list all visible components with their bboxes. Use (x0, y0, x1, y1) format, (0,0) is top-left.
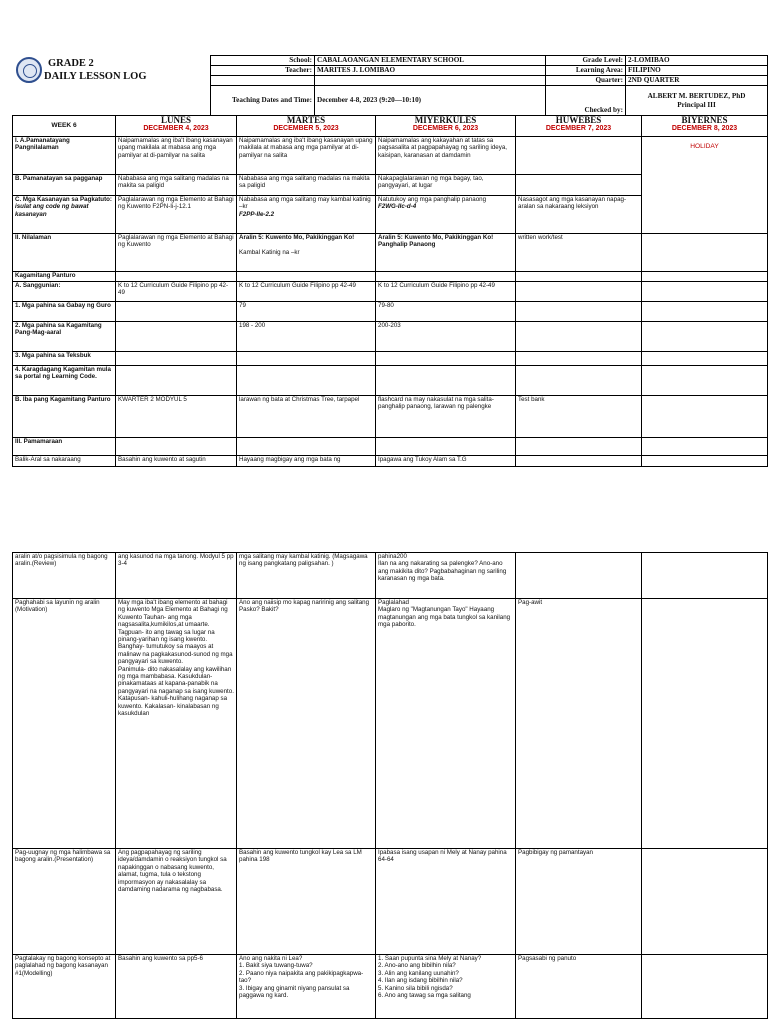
cell: Naipamamalas ang iba't ibang kasanayan upang makilala at mabasa ang mga pamilyar at di-pamilyar na salita (237, 137, 376, 175)
row-label: 2. Mga pahina sa Kagamitang Pang-Mag-aaral (13, 322, 116, 352)
cell: Nababasa ang mga salitang may kambal katinig –kr F2PP-IIe-2.2 (237, 196, 376, 234)
dates-value: December 4-8, 2023 (9:20—10:10) (315, 86, 546, 116)
principal-title: Principal III (677, 100, 716, 109)
cell: Nababasa ang mga salitang madalas na makita sa paligid (116, 175, 237, 196)
cell: Ano ang nakita ni Lea? 1. Bakit siya tuwang-tuwa? 2. Paano niya naipakita ang pakikipagkapwa- tao? 3. Ibigay ang ginamit niyang pansulat sa paggawa ng kard. (237, 955, 376, 1019)
day-header-lunes: LUNES DECEMBER 4, 2023 (116, 116, 237, 137)
row-label: 4. Karagdagang Kagamitan mula sa portal ng Learning Code. (13, 366, 116, 396)
cell (516, 137, 642, 175)
school-label: School: (211, 56, 315, 66)
cell: K to 12 Curriculum Guide Filipino pp 42-49 (376, 282, 516, 302)
cell: Pag-awit (516, 599, 642, 849)
day-header-miyerkules: MIYERKULES DECEMBER 6, 2023 (376, 116, 516, 137)
cell (516, 175, 642, 196)
cell: Basahin ang kuwento tungkol kay Lea sa LM pahina 198 (237, 849, 376, 955)
cell: Pagbibigay ng pamantayan (516, 849, 642, 955)
cell: Pagsasabi ng panuto (516, 955, 642, 1019)
cell: Nasasagot ang mga kasanayan napag-aralan sa nakaraang leksiyon (516, 196, 642, 234)
row-label: 3. Mga pahina sa Teksbuk (13, 352, 116, 366)
row-label: Pagtalakay ng bagong konsepto at paglalahad ng bagong kasanayan #1(Modelling) (13, 955, 116, 1019)
week-label: WEEK 6 (13, 116, 116, 137)
row-label: B. Pamanatayan sa pagganap (13, 175, 116, 196)
cell: 79-80 (376, 302, 516, 322)
cell: Ipagawa ang Tukoy Alam sa T.G (376, 456, 516, 467)
cell: Nababasa ang mga salitang madalas na makita sa paligid (237, 175, 376, 196)
cell: May mga iba't ibang elemento at bahagi ng kuwento Mga Elemento at Bahagi ng Kuwento Tauhan- ang mga nagsasalita,kumikilos,at umaarte. Tagpuan- ito ang tawag sa lugar na pinang-yarihan ng isang kwento. Banghay- tumutukoy sa maayos at malinaw na pagkakasunod-sunod ng mga pangyayari sa kuwento. Panimula- dito nakasalalay ang kawilihan ng mga mambabasa. Kasukdulan- pinakamataas at kapana-panabik na pangyayari na naganap sa isang kuwento. Katapusan- kahuli-hulihang naganap sa kuwento. Kakalasan- kinalabasan ng kasukdulan (116, 599, 237, 849)
lesson-table-page1 (12, 115, 768, 467)
cell: Naipamamalas ang iba't ibang kasanayan upang makilala at mabasa ang mga pamilyar at di-pamilyar na salita (116, 137, 237, 175)
day-header-huwebes: HUWEBES DECEMBER 7, 2023 (516, 116, 642, 137)
row-label: Kagamitang Panturo (13, 272, 116, 282)
row-label: I. A.Pamanatayang Pangnilalaman (13, 137, 116, 175)
quarter-value: 2ND QUARTER (626, 76, 768, 86)
cell: Paglalahad Maglaro ng "Magtanungan Tayo" Hayaang magtanungan ang mga bata tungkol sa kanilang mga paborito. (376, 599, 516, 849)
cell: Ang pagpapahayag ng sariling ideya/damdamin o reaksiyon tungkol sa napakinggan o nabasang kuwento, alamat, tugma, tula o tekstong impormasyon ay nakasalalay sa damdaming nadarama ng nagbabasa. (116, 849, 237, 955)
row-label: aralin at/o pagsisimula ng bagong aralin.(Review) (13, 553, 116, 599)
cell: Aralin 5: Kuwento Mo, Pakikinggan Ko! Panghalip Panaong (376, 234, 516, 272)
cell: 1. Saan pupunta sina Mely at Nanay? 2. Ano-ano ang bibilhin nila? 3. Alin ang kanilang uunahin? 4. Ilan ang isdang bibilhin nila? 5. Kanino sila bibili ngisda? 6. Ano ang tawag sa mga salitang (376, 955, 516, 1019)
cell: Ipabasa isang usapan ni Mely at Nanay pahina 64-64 (376, 849, 516, 955)
cell: Hayaang magbigay ang mga bata ng (237, 456, 376, 467)
grade-title: GRADE 2 (48, 58, 94, 69)
holiday-cell: HOLIDAY (642, 137, 768, 234)
deped-seal-icon (16, 57, 42, 83)
cell: mga salitang may kambal katinig. (Magsagawa ng isang pangkatang paligsahan. ) (237, 553, 376, 599)
cell: Natutukoy ang mga panghalip panaong F2WG-IIc-d-4 (376, 196, 516, 234)
cell: flashcard na may nakasulat na mga salita-panghalip panaong, larawan ng palengke (376, 396, 516, 438)
cell: written work/test (516, 234, 642, 272)
grade-level-value: 2-LOMIBAO (626, 56, 768, 66)
cell: Aralin 5: Kuwento Mo, Pakikinggan Ko! Kambal Katinig na –kr (237, 234, 376, 272)
row-label: Balik-Aral sa nakaraang (13, 456, 116, 467)
cell: Basahin ang kuwento at sagutin (116, 456, 237, 467)
cell: 200-203 (376, 322, 516, 352)
cell: Ano ang naiisip mo kapag naririnig ang salitang Pasko? Bakit? (237, 599, 376, 849)
cell: K to 12 Curriculum Guide Filipino pp 42-49 (116, 282, 237, 302)
cell: Nakapaglalarawan ng mga bagay, tao, pangyayari, at lugar (376, 175, 516, 196)
quarter-label: Quarter: (546, 76, 626, 86)
cell: pahina200 Ilan na ang nakarating sa palengke? Ano-ano ang makikita dito? Pagbabahaginan ng sariling karanasan ng mga bata. (376, 553, 516, 599)
cell: ang kasunod na mga tanong. Modyul 5 pp 3-4 (116, 553, 237, 599)
cell: Basahin ang kuwento sa pp5-6 (116, 955, 237, 1019)
row-label: Pag-uugnay ng mga halimbawa sa bagong aralin.(Presentation) (13, 849, 116, 955)
row-label-kasanayan: C. Mga Kasanayan sa Pagkatuto: isulat ang code ng bawat kasanayan (13, 196, 116, 234)
day-header-biyernes: BIYERNES DECEMBER 8, 2023 (642, 116, 768, 137)
school-value: CABALAOANGAN ELEMENTARY SCHOOL (315, 56, 546, 66)
row-label: III. Pamamaraan (13, 438, 116, 456)
grade-level-label: Grade Level: (546, 56, 626, 66)
cell: K to 12 Curriculum Guide Filipino pp 42-49 (237, 282, 376, 302)
row-label: Paghahabi sa layunin ng aralin (Motivation) (13, 599, 116, 849)
cell: Naipamamalas ang kakayahan at tatas sa pagsasalita at pagpapahayag ng sariling ideya, kaisipan, karanasan at damdamin (376, 137, 516, 175)
cell: 198 - 200 (237, 322, 376, 352)
lesson-table-page2 (12, 552, 768, 1019)
cell: 79 (237, 302, 376, 322)
cell: Test bank (516, 396, 642, 438)
day-header-martes: MARTES DECEMBER 5, 2023 (237, 116, 376, 137)
cell: Paglalarawan ng mga Elemento at Bahagi ng Kuwento F2PN-Ii-j-12.1 (116, 196, 237, 234)
header-table (210, 55, 768, 116)
principal-name: ALBERT M. BERTUDEZ, PhD (647, 91, 746, 100)
cell: Paglalarawan ng mga Elemento at Bahagi ng Kuwento (116, 234, 237, 272)
cell: larawan ng bata at Christmas Tree, tarpapel (237, 396, 376, 438)
row-label: 1. Mga pahina sa Gabay ng Guro (13, 302, 116, 322)
checked-by-label: Checked by: (546, 86, 626, 116)
dates-label: Teaching Dates and Time: (211, 86, 315, 116)
teacher-label: Teacher: (211, 66, 315, 76)
cell: KWARTER 2 MODYUL 5 (116, 396, 237, 438)
learning-area-value: FILIPINO (626, 66, 768, 76)
row-label: A. Sanggunian: (13, 282, 116, 302)
learning-area-label: Learning Area: (546, 66, 626, 76)
log-title: DAILY LESSON LOG (44, 71, 147, 82)
row-label: B. Iba pang Kagamitang Panturo (13, 396, 116, 438)
teacher-value: MARITES J. LOMIBAO (315, 66, 546, 76)
row-label: II. Nilalaman (13, 234, 116, 272)
